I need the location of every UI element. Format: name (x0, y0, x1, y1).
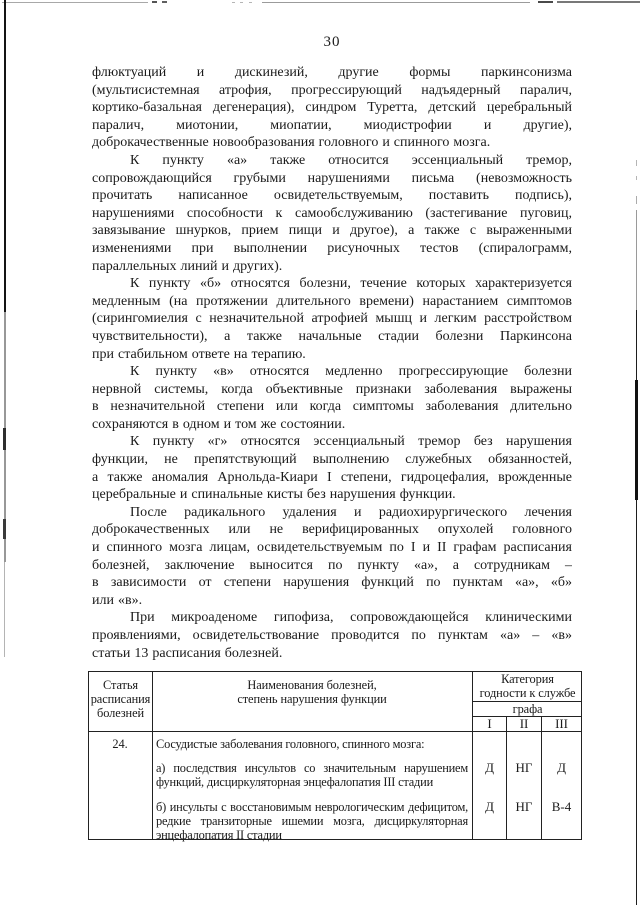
text-line: статьи 13 расписания болезней. (92, 645, 283, 661)
disease-item (156, 800, 468, 843)
category-value: Д (485, 798, 494, 814)
scan-edge-top (162, 1, 167, 3)
grafa-col-ii-label: II (519, 716, 529, 731)
scan-edge-top (538, 1, 553, 3)
article-header-cell (89, 672, 152, 721)
scan-edge-right (636, 196, 637, 204)
disease-item (156, 761, 468, 789)
text-line: параллельных линий и других). (92, 258, 283, 274)
disease-line: редкие транзиторные ишемии мозга, дисциркуляторная (156, 813, 468, 828)
text-line: (сирингомиелия с незначительной атрофией мышц и легким расстройством (92, 311, 572, 327)
text-line: при стабильном ответе на терапию. (92, 346, 306, 362)
scan-edge-right (635, 380, 638, 500)
text-line: К пункту «в» относятся медленно прогрессирующие болезни (130, 364, 572, 380)
text-line: нарушениями способности к самообслуживанию (застегивание пуговиц, (92, 205, 572, 221)
scan-edge-top (152, 1, 157, 3)
text-line: функции, не препятствующий выполнению служебных обязанностей, (92, 452, 572, 468)
text-line: или «в». (92, 592, 143, 608)
grafa-col-iii-label: III (555, 716, 568, 731)
text-line: сохраняются в одном и том же состоянии. (92, 416, 346, 432)
category-value: Д (557, 760, 566, 776)
text-line: завязывание шнурков, прием пищи и другое), а также с выраженными (92, 223, 572, 239)
scan-edge-left (3, 428, 6, 450)
scan-edge-top (240, 2, 243, 4)
scan-edge-left (4, 562, 6, 657)
scan-edge-left (4, 0, 6, 312)
header-line: Наименования болезней, (247, 678, 377, 692)
category-value: Д (485, 760, 494, 776)
text-line: После радикального удаления и радиохирургического лечения (130, 504, 572, 520)
text-line: нервной системы, когда объективные признаки заболевания выражены (92, 381, 572, 397)
grafa-header-cell: графа (512, 701, 543, 716)
text-line: болезней, заключение выносится по пункту «а», а сотрудникам – (92, 557, 572, 573)
grafa-col-i-label: I (487, 716, 492, 731)
text-line: сопровождающийся грубыми нарушениями письма (невозможность (92, 170, 572, 186)
header-line: Статья (102, 678, 138, 692)
category-value (507, 737, 541, 751)
text-line: медленным (на протяжении длительного времени) нарастанием симптомов (92, 293, 572, 309)
header-line: расписания (90, 692, 151, 707)
category-value: В-4 (551, 798, 572, 814)
disease-line: б) инсульты с восстановимым неврологическим дефицитом, (156, 799, 468, 814)
disease-line: Сосудистые заболевания головного, спинного мозга: (156, 737, 425, 751)
header-line: Категория (501, 672, 554, 686)
body-text (92, 64, 572, 662)
category-value (473, 737, 506, 751)
text-line: в зависимости от степени нарушения функций по пунктам «а», «б» (92, 575, 572, 591)
scan-edge-top (249, 2, 252, 4)
text-line: кортико-базальная дегенерация), синдром Туретта, детский церебральный (92, 100, 572, 116)
disease-item (156, 737, 468, 751)
text-line: доброкачественных или не верифицированных опухолей головного (92, 522, 572, 538)
category-header-cell (473, 672, 582, 700)
scan-edge-top (557, 1, 640, 3)
text-line: изменениями при выполнении рисуночных тестов (спиралограмм, (92, 240, 572, 256)
disease-line: а) последствия инсультов со значительным нарушением (156, 761, 468, 776)
scan-edge-left (3, 519, 5, 539)
text-line: К пункту «б» относятся болезни, течение которых характеризуется (130, 276, 572, 292)
category-value: НГ (515, 798, 533, 814)
text-line: церебральные и спинальные кисты без нарушения функции. (92, 487, 456, 503)
article-number-cell: 24. (112, 737, 128, 751)
scan-edge-right (636, 210, 637, 310)
disease-cell (153, 731, 471, 842)
text-line: проявлениями, освидетельствование проводится по пунктам «а» – «в» (92, 628, 572, 643)
scan-edge-right (636, 176, 637, 180)
header-line: степень нарушения функции (237, 692, 387, 707)
scan-edge-top (2, 2, 148, 3)
text-line: доброкачественные новообразования головного и спинного мозга. (92, 135, 491, 151)
text-line: и спинного мозга лицам, освидетельствуемым по I и II графам расписания (92, 540, 572, 556)
header-line: болезней (96, 706, 145, 721)
text-line: (мультисистемная атрофия, прогрессирующий надъядерный паралич, (92, 82, 572, 98)
page-number: 30 (323, 34, 341, 50)
text-line: чувствительности), а также начальные стадии болезни Паркинсона (92, 328, 572, 344)
text-line: прочитать написанное освидетельствуемым, поставить подпись), (92, 188, 572, 204)
diseases-table (88, 671, 582, 840)
text-line: При микроаденоме гипофиза, сопровождающейся клиническими (130, 610, 572, 626)
text-line: а также аномалия Арнольда-Киари I степени, гидроцефалия, врожденные (92, 469, 572, 485)
name-header-cell (153, 672, 471, 706)
category-value: НГ (515, 760, 533, 776)
text-line: флюктуаций и дискинезий, другие формы паркинсонизма (92, 65, 572, 80)
col-I-cell (473, 731, 506, 852)
disease-line: функций, дисциркуляторная энцефалопатия III стадии (156, 775, 433, 790)
scan-edge-top (232, 2, 235, 4)
text-line: в незначительной степени или когда симптомы заболевания длительно (92, 399, 572, 415)
col-III-cell (542, 731, 581, 852)
text-line: К пункту «г» относятся эссенциальный тремор без нарушения (130, 434, 572, 450)
col-II-cell (507, 731, 541, 852)
header-line: годности к службе (479, 685, 576, 700)
text-line: К пункту «а» также относится эссенциальный тремор, (130, 152, 572, 168)
disease-line: энцефалопатия II стадии (156, 827, 282, 842)
category-value (542, 737, 581, 751)
scan-edge-right (636, 160, 637, 166)
text-line: паралич, миотонии, миопатии, миодистрофии и другие), (92, 117, 572, 133)
scan-edge-top (262, 2, 530, 3)
